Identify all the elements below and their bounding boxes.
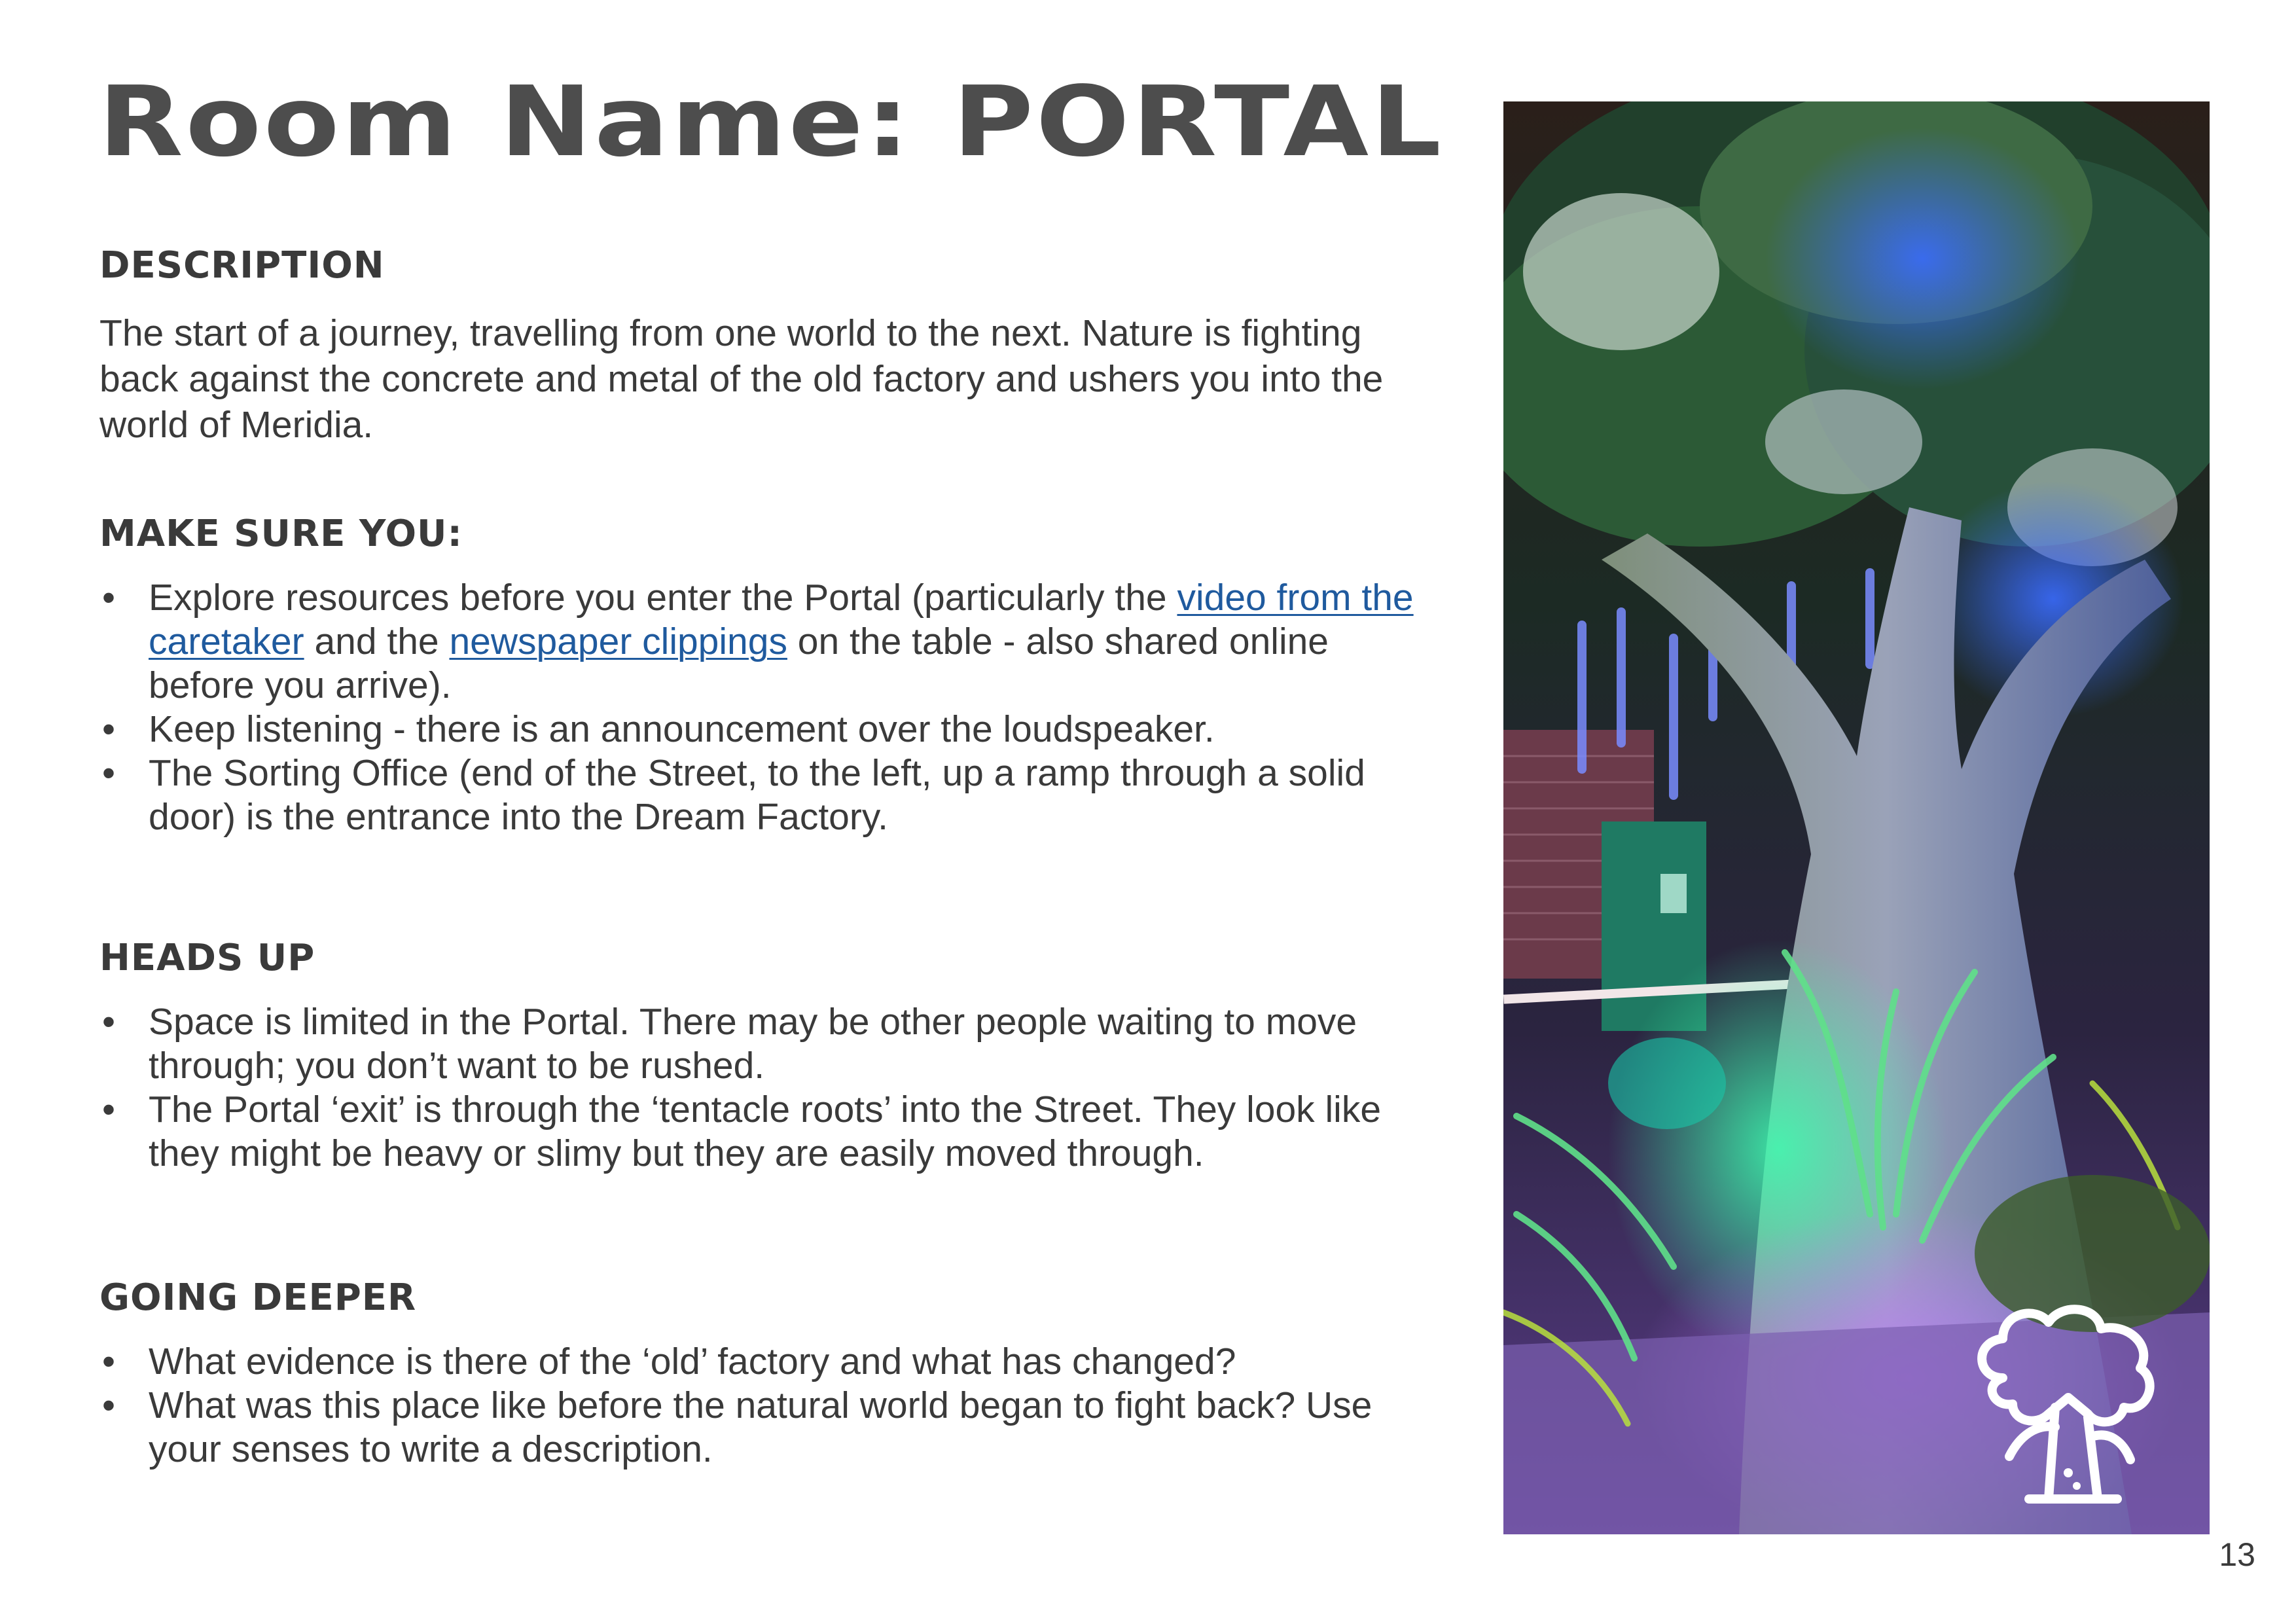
bullet-icon: • (102, 1089, 115, 1130)
page-number: 13 (2219, 1536, 2255, 1573)
going-deeper-section (99, 1276, 1415, 1471)
heads-up-list (99, 1000, 1415, 1176)
list-item (99, 1088, 1415, 1176)
list-item (99, 708, 1415, 751)
page-title: Room Name: PORTAL (98, 65, 1444, 178)
make-sure-item-text-3: The Sorting Office (end of the Street, to the left, up a ramp through a solid door) is the entrance into the Dream Factory. (149, 752, 1365, 838)
newspaper-clippings-link[interactable]: newspaper clippings (449, 621, 787, 662)
description-heading: DESCRIPTION (99, 244, 385, 287)
description-section (99, 244, 1415, 448)
heads-up-item-text: The Portal ‘exit’ is through the ‘tentacle roots’ into the Street. They look like they might be heavy or slimy but they are easily moved through. (149, 1089, 1382, 1174)
going-deeper-item-text: What was this place like before the natural world began to fight back? Use your senses to write a description. (149, 1384, 1372, 1470)
heads-up-heading: HEADS UP (99, 937, 315, 979)
bullet-icon: • (102, 1001, 115, 1043)
heads-up-item-text: Space is limited in the Portal. There may be other people waiting to move through; you don’t want to be rushed. (149, 1001, 1357, 1087)
bullet-icon: • (102, 1384, 115, 1426)
list-item (99, 1340, 1415, 1384)
going-deeper-item-text: What evidence is there of the ‘old’ factory and what has changed? (149, 1341, 1236, 1382)
going-deeper-list (99, 1340, 1415, 1471)
make-sure-section (99, 513, 1415, 839)
bullet-icon: • (102, 708, 115, 750)
make-sure-item-text-1a: Explore resources before you enter the Portal (particularly the (149, 577, 1177, 619)
make-sure-list (99, 576, 1415, 839)
heads-up-section (99, 937, 1415, 1176)
description-text: The start of a journey, travelling from one world to the next. Nature is fighting back against the concrete and metal of the old factory and ushers you into the world of Meridia. (99, 312, 1384, 446)
caretaker-video-link[interactable]: video from the caretaker (149, 577, 1414, 662)
list-item (99, 751, 1415, 839)
going-deeper-heading: GOING DEEPER (99, 1276, 417, 1319)
make-sure-item-text-1c: on the table - also shared online before you arrive). (149, 621, 1329, 706)
list-item (99, 1000, 1415, 1088)
make-sure-item-text-1b: and the (304, 621, 450, 662)
list-item (99, 1384, 1415, 1471)
make-sure-heading: MAKE SURE YOU: (99, 513, 463, 555)
tree-icon (1957, 1290, 2179, 1512)
bullet-icon: • (102, 577, 115, 619)
list-item (99, 576, 1415, 708)
make-sure-item-text-2: Keep listening - there is an announcement over the loudspeaker. (149, 708, 1215, 750)
bullet-icon: • (102, 752, 115, 794)
bullet-icon: • (102, 1341, 115, 1382)
